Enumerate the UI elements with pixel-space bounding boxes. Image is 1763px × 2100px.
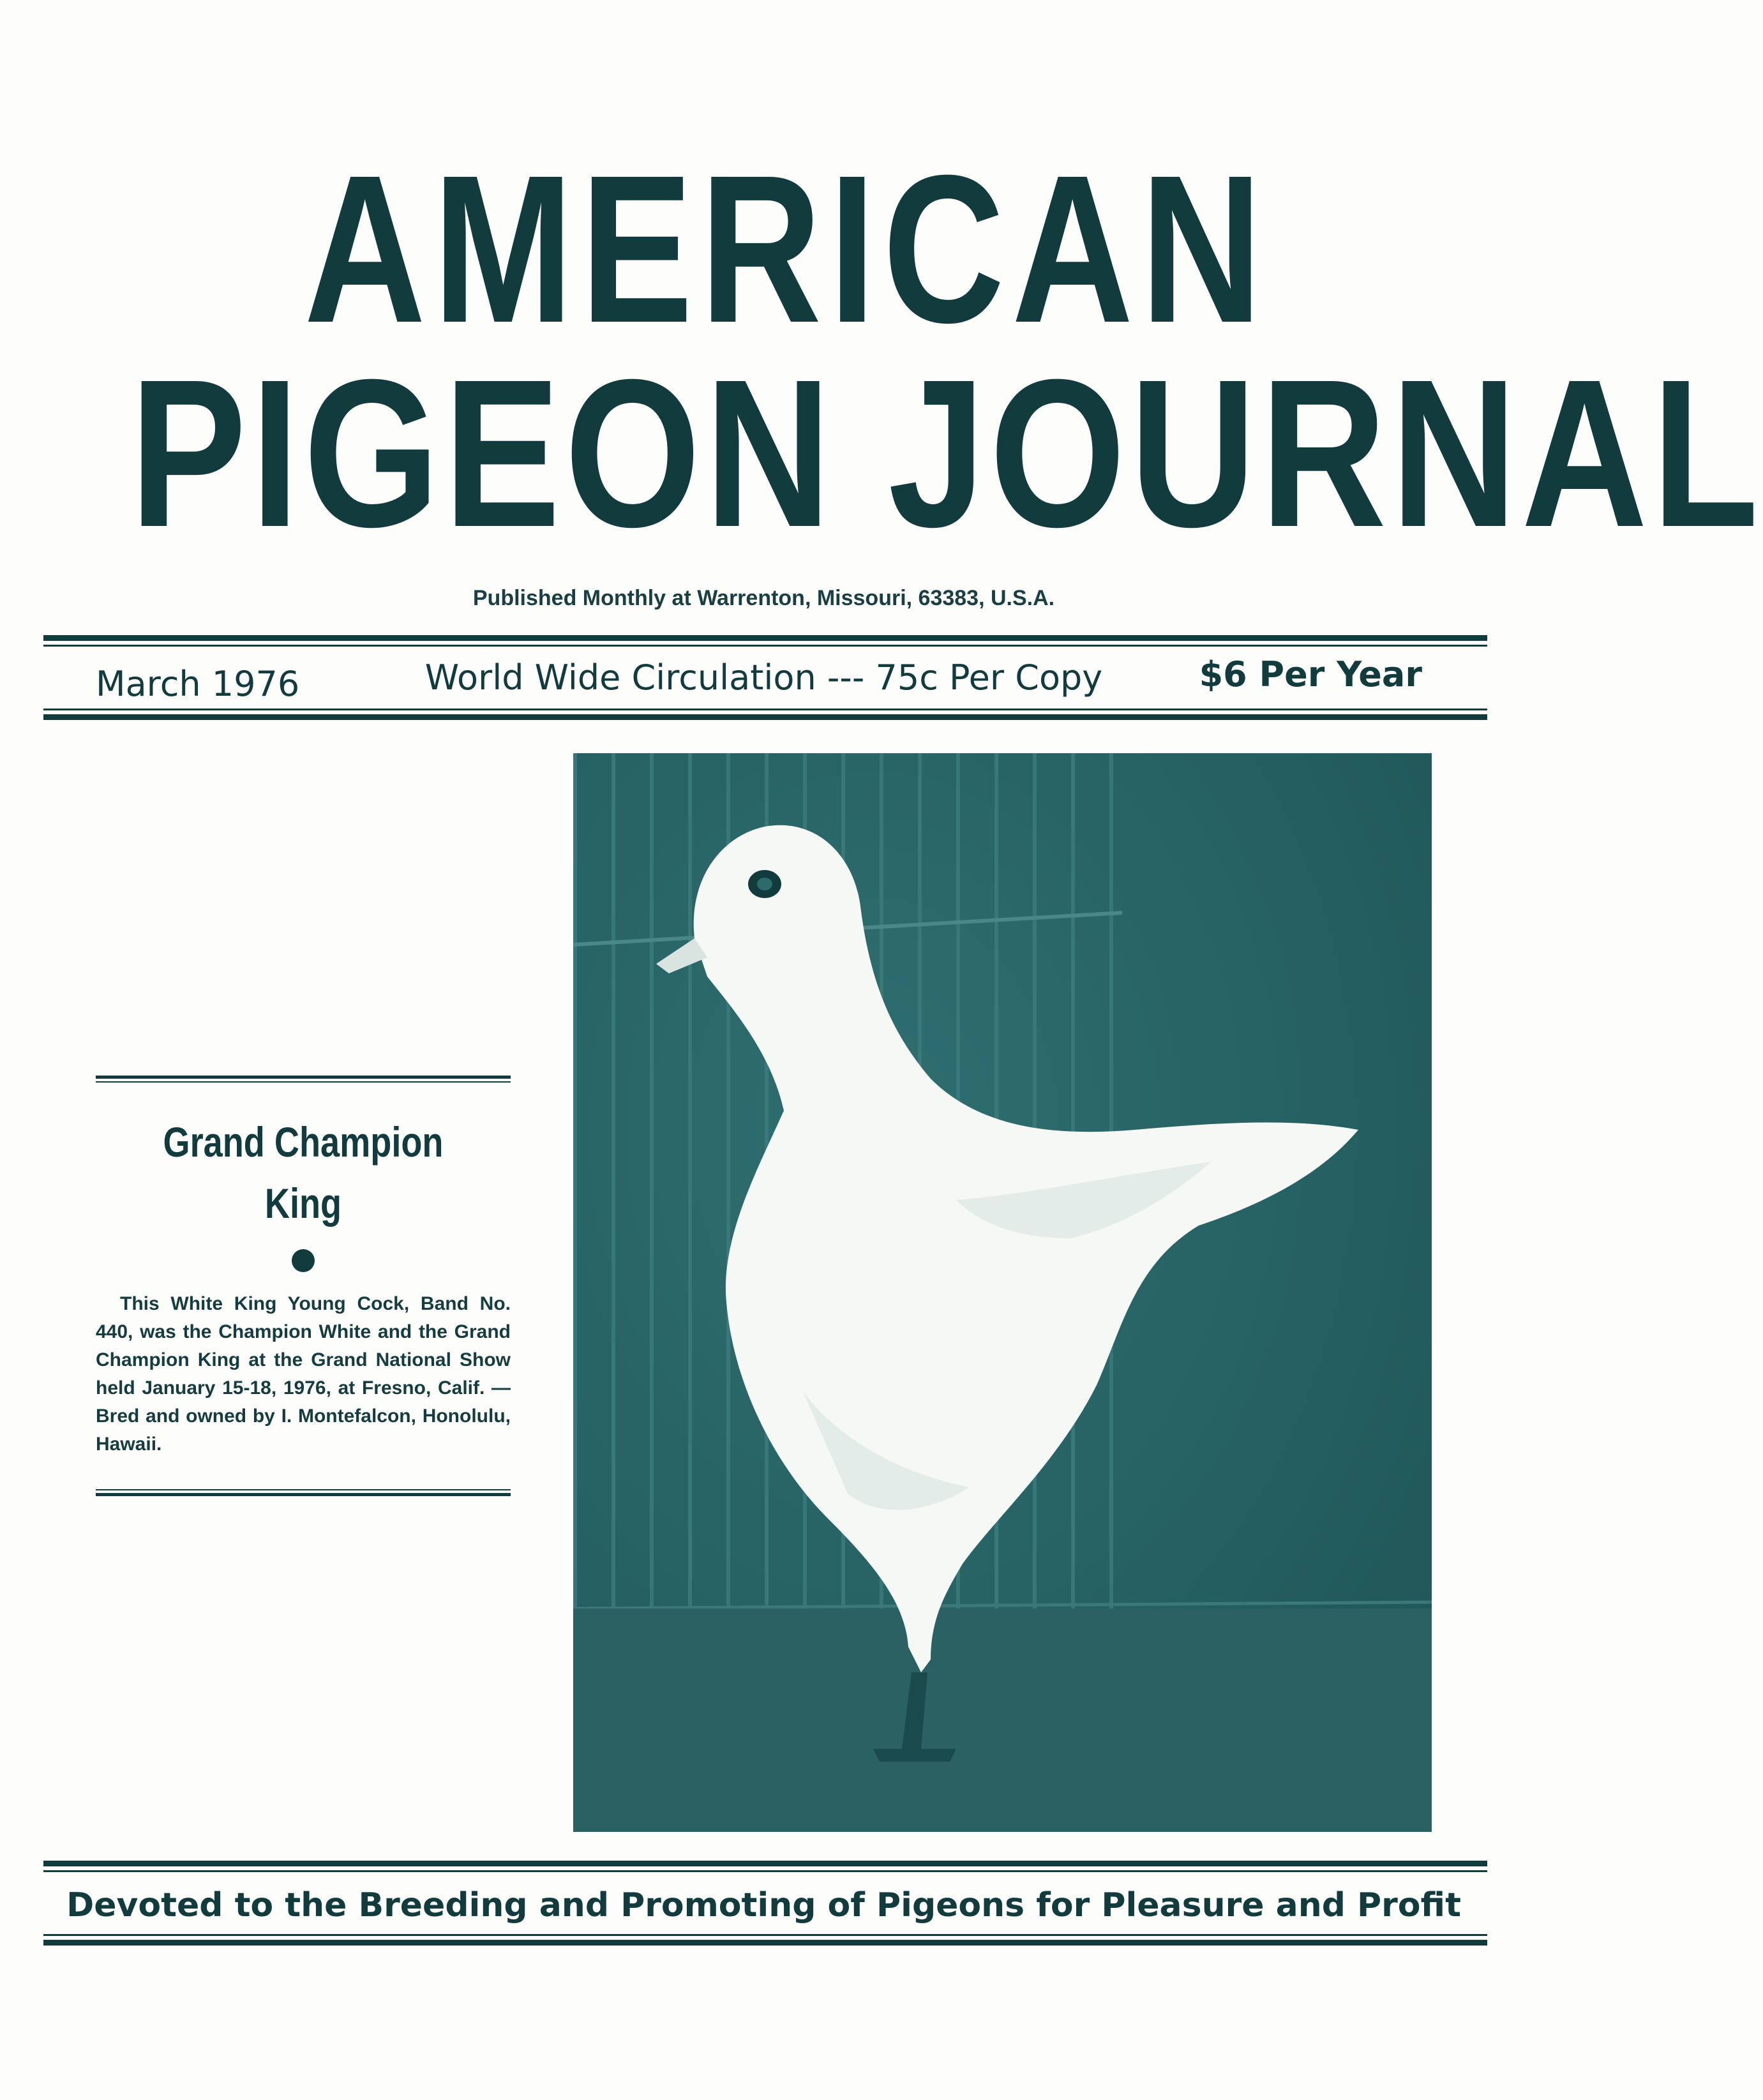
pigeon-illustration (573, 753, 1432, 1832)
cover-photo-white-king-pigeon (573, 753, 1432, 1832)
top-band-rule-3 (43, 709, 1487, 710)
bottom-band-rule-4 (43, 1940, 1487, 1946)
caption-top-rule-thin (96, 1081, 511, 1083)
publisher-line: Published Monthly at Warrenton, Missouri, 63383, U.S.A. (472, 586, 1055, 610)
masthead-title-line2: PIGEON JOURNAL (130, 335, 1763, 571)
caption-title-line1: Grand Champion (163, 1118, 444, 1166)
subscription-price: $6 Per Year (1199, 654, 1422, 694)
issue-date: March 1976 (96, 664, 300, 704)
bullet-dot (292, 1249, 315, 1272)
bottom-band-rule-3 (43, 1934, 1487, 1936)
caption-title-line2: King (264, 1179, 342, 1227)
caption-top-rule (96, 1076, 511, 1079)
top-band-rule-4 (43, 714, 1487, 720)
caption-body: This White King Young Cock, Band No. 440, was the Champion White and the Grand Champion King at the Grand National Show held January 15-18, 1976, at Fresno, Calif. — Bred and owned by I. Montefalcon, Honolulu, Hawaii. (96, 1293, 511, 1455)
bottom-band-rule-2 (43, 1870, 1487, 1872)
caption-bottom-rule (96, 1493, 511, 1496)
caption-bottom-rule-thin (96, 1489, 511, 1490)
bottom-band-rule-1 (43, 1861, 1487, 1866)
top-band-rule-2 (43, 645, 1487, 647)
circulation-note: World Wide Circulation --- 75c Per Copy (424, 657, 1103, 698)
photo-caption-box (96, 1076, 511, 1496)
footer-tagline: Devoted to the Breeding and Promoting of Pigeons for Pleasure and Profit (66, 1886, 1461, 1924)
top-band-rule-1 (43, 635, 1487, 641)
masthead-title-line1: AMERICAN (304, 131, 1270, 366)
